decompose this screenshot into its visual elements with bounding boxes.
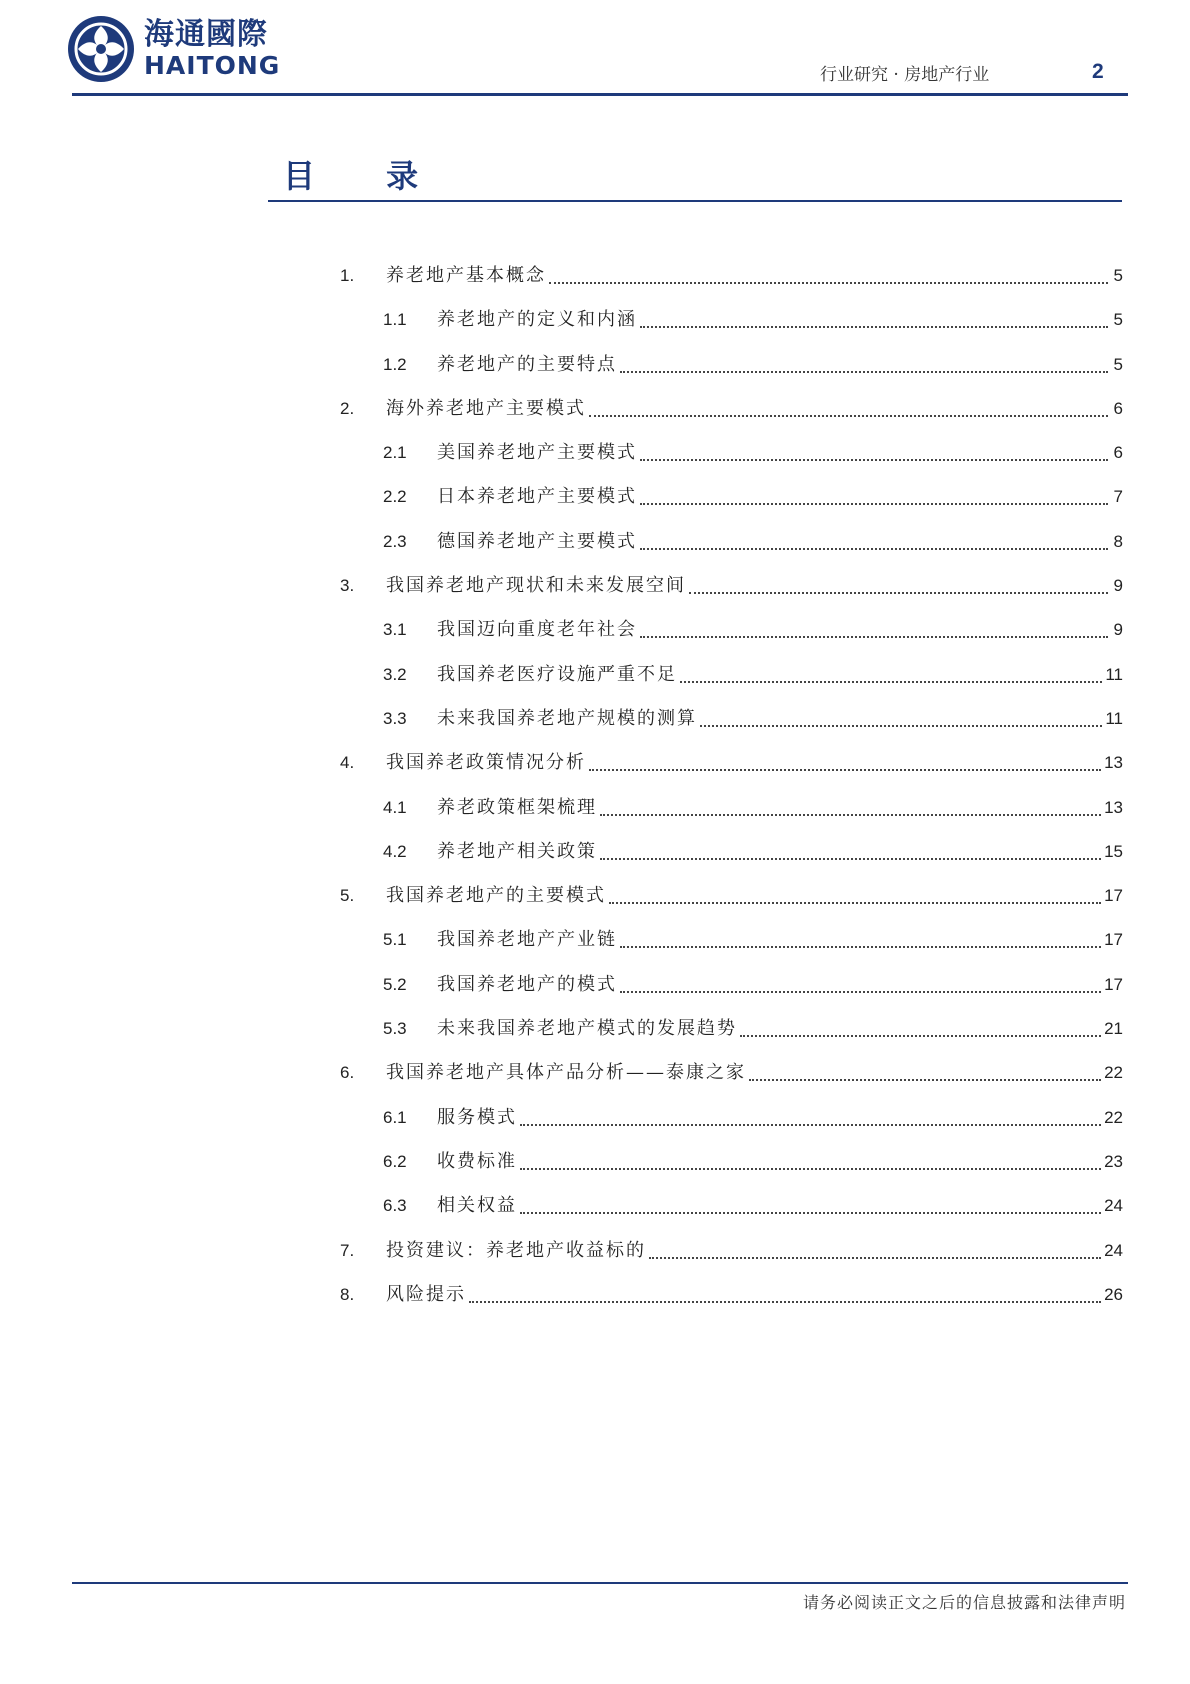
page-header	[0, 0, 1190, 100]
toc-dot-leader	[640, 620, 1108, 638]
toc-entry-page: 11	[1105, 708, 1123, 728]
toc-dot-leader	[600, 842, 1101, 860]
toc-entry[interactable]	[340, 885, 1123, 929]
toc-entry[interactable]	[340, 1151, 1123, 1195]
report-section-label: 行业研究 · 房地产行业	[820, 65, 990, 85]
toc-entry[interactable]	[340, 398, 1123, 442]
toc-dot-leader	[700, 709, 1102, 727]
toc-entry-page: 24	[1104, 1196, 1123, 1216]
toc-entry-label[interactable]: 我国迈向重度老年社会	[437, 619, 637, 641]
toc-entry-number: 1.2	[383, 354, 407, 374]
toc-dot-leader	[689, 576, 1108, 594]
toc-entry-label[interactable]: 未来我国养老地产模式的发展趋势	[437, 1018, 737, 1040]
toc-entry[interactable]	[340, 531, 1123, 575]
toc-entry-label[interactable]: 养老地产相关政策	[437, 840, 597, 862]
toc-entry-label[interactable]: 养老政策框架梳理	[437, 796, 597, 818]
toc-entry[interactable]	[340, 265, 1123, 309]
toc-entry[interactable]	[340, 1195, 1123, 1239]
toc-entry-label[interactable]: 我国养老政策情况分析	[386, 752, 586, 774]
toc-entry-number: 8.	[340, 1284, 355, 1304]
toc-entry[interactable]	[340, 929, 1123, 973]
toc-entry-label[interactable]: 我国养老医疗设施严重不足	[437, 663, 677, 685]
toc-entry-number: 6.	[340, 1063, 355, 1083]
toc-dot-leader	[609, 886, 1101, 904]
toc-entry[interactable]	[340, 442, 1123, 486]
toc-dot-leader	[649, 1241, 1101, 1259]
toc-entry-page: 13	[1104, 797, 1123, 817]
toc-entry-number: 5.1	[383, 930, 407, 950]
toc-entry-label[interactable]: 养老地产的主要特点	[437, 353, 617, 375]
toc-entry-number: 3.2	[383, 664, 407, 684]
toc-entry-page: 5	[1113, 310, 1123, 330]
toc-dot-leader	[520, 1152, 1101, 1170]
toc-dot-leader	[620, 930, 1101, 948]
toc-entry-label[interactable]: 美国养老地产主要模式	[437, 442, 637, 464]
toc-entry-number: 1.1	[383, 310, 407, 330]
toc-entry[interactable]	[340, 974, 1123, 1018]
toc-entry-page: 22	[1104, 1063, 1123, 1083]
toc-entry-page: 9	[1113, 576, 1123, 596]
page-title: 目 录	[283, 157, 449, 195]
toc-entry-number: 5.2	[383, 974, 407, 994]
toc-entry[interactable]	[340, 619, 1123, 663]
toc-entry-label[interactable]: 养老地产的定义和内涵	[437, 309, 637, 331]
toc-entry[interactable]	[340, 708, 1123, 752]
toc-entry-page: 11	[1105, 664, 1123, 684]
toc-dot-leader	[549, 266, 1108, 284]
toc-entry-label[interactable]: 风险提示	[386, 1283, 466, 1305]
toc-dot-leader	[640, 487, 1108, 505]
toc-entry-page: 15	[1104, 841, 1123, 861]
toc-entry-page: 6	[1113, 398, 1123, 418]
toc-entry[interactable]	[340, 1018, 1123, 1062]
toc-entry-page: 5	[1113, 266, 1123, 285]
toc-entry-page: 13	[1104, 753, 1123, 773]
toc-entry-number: 2.2	[383, 487, 407, 507]
footer-divider	[72, 1582, 1128, 1584]
toc-entry[interactable]	[340, 1240, 1123, 1284]
toc-entry-number: 7.	[340, 1240, 355, 1260]
toc-entry-number: 2.1	[383, 443, 407, 463]
title-divider	[268, 200, 1122, 202]
toc-dot-leader	[620, 355, 1108, 373]
haitong-logo-icon	[66, 14, 136, 84]
toc-entry-number: 6.1	[383, 1107, 407, 1127]
toc-entry[interactable]	[340, 486, 1123, 530]
toc-dot-leader	[589, 753, 1101, 771]
toc-dot-leader	[520, 1108, 1101, 1126]
logo-chinese-text: 海通國際	[144, 17, 268, 52]
toc-entry-page: 21	[1104, 1019, 1123, 1039]
logo-english-text: HAITONG	[144, 51, 281, 80]
toc-entry[interactable]	[340, 354, 1123, 398]
toc-entry-number: 6.3	[383, 1196, 407, 1216]
toc-entry-page: 24	[1104, 1240, 1123, 1260]
toc-entry-number: 4.2	[383, 841, 407, 861]
toc-entry-label[interactable]: 相关权益	[437, 1195, 517, 1217]
toc-entry-number: 3.	[340, 576, 355, 596]
toc-entry-page: 22	[1104, 1107, 1123, 1127]
toc-dot-leader	[640, 310, 1108, 328]
toc-entry[interactable]	[340, 575, 1123, 619]
toc-dot-leader	[620, 975, 1101, 993]
toc-entry[interactable]	[340, 1107, 1123, 1151]
toc-entry-label[interactable]: 收费标准	[437, 1150, 517, 1172]
toc-entry-label[interactable]: 我国养老地产的模式	[437, 973, 617, 995]
toc-entry-page: 23	[1104, 1151, 1123, 1171]
toc-entry[interactable]	[340, 841, 1123, 885]
toc-entry-label[interactable]: 养老地产基本概念	[386, 265, 546, 286]
toc-entry-page: 17	[1104, 974, 1123, 994]
toc-entry-page: 17	[1104, 930, 1123, 950]
footer-disclaimer: 请务必阅读正文之后的信息披露和法律声明	[802, 1593, 1126, 1612]
toc-entry-number: 5.3	[383, 1019, 407, 1039]
toc-dot-leader	[520, 1196, 1101, 1214]
toc-entry-number: 6.2	[383, 1151, 407, 1171]
toc-entry-label[interactable]: 我国养老地产具体产品分析——泰康之家	[386, 1062, 746, 1084]
toc-entry-page: 8	[1113, 531, 1123, 551]
toc-entry-label[interactable]: 我国养老地产的主要模式	[386, 885, 606, 907]
toc-dot-leader	[740, 1019, 1101, 1037]
toc-entry-label[interactable]: 我国养老地产现状和未来发展空间	[386, 575, 686, 597]
toc-entry-page: 5	[1113, 354, 1123, 374]
toc-entry-number: 2.3	[383, 531, 407, 551]
toc-entry-label[interactable]: 海外养老地产主要模式	[386, 397, 586, 419]
toc-entry-label[interactable]: 服务模式	[437, 1106, 517, 1128]
toc-entry-page: 26	[1104, 1284, 1123, 1304]
toc-entry-page: 17	[1104, 886, 1123, 906]
toc-entry[interactable]	[340, 1062, 1123, 1106]
toc-entry-label[interactable]: 德国养老地产主要模式	[437, 530, 637, 552]
toc-dot-leader	[749, 1063, 1101, 1081]
toc-entry[interactable]	[340, 797, 1123, 841]
toc-entry[interactable]	[340, 752, 1123, 796]
toc-entry-number: 4.1	[383, 797, 407, 817]
toc-entry-label[interactable]: 投资建议：养老地产收益标的	[386, 1239, 646, 1261]
toc-entry-number: 4.	[340, 753, 355, 773]
toc-dot-leader	[600, 798, 1101, 816]
toc-entry-label[interactable]: 日本养老地产主要模式	[437, 486, 637, 508]
toc-dot-leader	[589, 399, 1108, 417]
table-of-contents	[340, 265, 1123, 1328]
toc-entry-number: 2.	[340, 398, 355, 418]
toc-entry[interactable]	[340, 1284, 1123, 1328]
toc-entry-label[interactable]: 我国养老地产产业链	[437, 929, 617, 951]
toc-entry[interactable]	[340, 309, 1123, 353]
page-number: 2	[1092, 60, 1104, 83]
toc-entry-number: 3.3	[383, 708, 407, 728]
toc-entry[interactable]	[340, 664, 1123, 708]
header-divider	[72, 93, 1128, 96]
toc-dot-leader	[640, 532, 1108, 550]
toc-dot-leader	[680, 665, 1102, 683]
toc-entry-number: 3.1	[383, 620, 407, 640]
toc-entry-label[interactable]: 未来我国养老地产规模的测算	[437, 707, 697, 729]
toc-entry-page: 6	[1113, 443, 1123, 463]
toc-entry-number: 1.	[340, 266, 355, 285]
toc-entry-page: 7	[1113, 487, 1123, 507]
toc-entry-number: 5.	[340, 886, 355, 906]
toc-dot-leader	[469, 1285, 1101, 1303]
toc-entry-page: 9	[1113, 620, 1123, 640]
toc-dot-leader	[640, 443, 1108, 461]
